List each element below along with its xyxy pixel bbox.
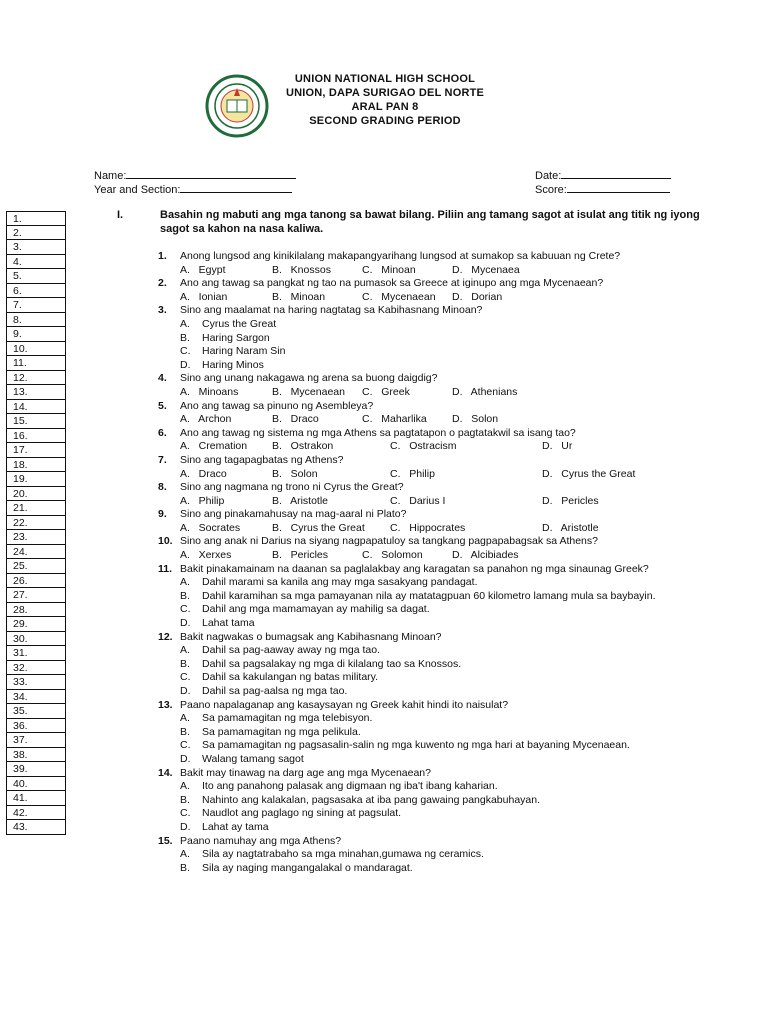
question-text bbox=[158, 304, 718, 318]
answer-choice bbox=[158, 590, 718, 604]
answer-choice: C. Minoan bbox=[362, 263, 416, 276]
score-field[interactable] bbox=[535, 183, 670, 196]
answer-sheet bbox=[6, 211, 66, 835]
choice-text: Dahil ang mga mamamayan ay mahilig sa dagat. bbox=[202, 603, 430, 616]
date-field[interactable] bbox=[535, 169, 671, 182]
answer-choice: D. Ur bbox=[542, 440, 573, 453]
question-stem: Anong lungsod ang kinikilalang makapangyarihang lungsod at sumakop sa kabuuan ng Crete? bbox=[180, 250, 621, 262]
answer-box[interactable]: 20. bbox=[6, 487, 66, 502]
question-stem: Sino ang anak ni Darius na siyang nagpapatuloy sa tangkang pagpapabagsak sa Athens? bbox=[180, 535, 598, 548]
choice-text: Lahat tama bbox=[202, 617, 255, 630]
answer-box[interactable]: 14. bbox=[6, 400, 66, 415]
answer-box[interactable]: 1. bbox=[6, 211, 66, 226]
section-number: I. bbox=[117, 209, 124, 221]
question-text bbox=[158, 454, 718, 468]
question-item bbox=[158, 481, 718, 508]
answer-box[interactable]: 18. bbox=[6, 458, 66, 473]
choice-text: Dahil sa pagsalakay ng mga di kilalang tao sa Knossos. bbox=[202, 657, 462, 670]
answer-box[interactable]: 3. bbox=[6, 240, 66, 255]
choice-text: Sila ay naging mangangalakal o mandaragat. bbox=[202, 861, 413, 874]
answer-box[interactable]: 37. bbox=[6, 733, 66, 748]
date-label: Date: bbox=[535, 170, 562, 182]
answer-choice: D. Cyrus the Great bbox=[542, 467, 636, 480]
question-number: 9. bbox=[158, 508, 167, 521]
answer-choice: C. Maharlika bbox=[362, 413, 427, 426]
question-text bbox=[158, 835, 718, 849]
answer-box[interactable]: 15. bbox=[6, 414, 66, 429]
answer-box[interactable]: 26. bbox=[6, 574, 66, 589]
score-label: Score: bbox=[535, 184, 567, 196]
answer-choice: C. Greek bbox=[362, 385, 410, 398]
question-item bbox=[158, 304, 718, 372]
answer-box[interactable]: 23. bbox=[6, 530, 66, 545]
answer-choice: D. Alcibiades bbox=[452, 549, 519, 562]
question-stem: Sino ang pinakamahusay na mag-aaral ni Plato? bbox=[180, 508, 407, 521]
question-item bbox=[158, 508, 718, 535]
answer-choice: D. Pericles bbox=[542, 494, 599, 507]
question-stem: Sino ang maalamat na haring nagtatag sa Kabihasnang Minoan? bbox=[180, 304, 483, 317]
answer-box[interactable]: 8. bbox=[6, 313, 66, 328]
choice-letter: C. bbox=[180, 671, 191, 684]
question-text bbox=[158, 563, 718, 577]
answer-box[interactable]: 30. bbox=[6, 632, 66, 647]
name-label: Name: bbox=[94, 170, 127, 182]
choice-letter: D. bbox=[180, 617, 191, 630]
answer-box[interactable]: 43. bbox=[6, 820, 66, 835]
answer-box[interactable]: 4. bbox=[6, 255, 66, 270]
choice-letter: A. bbox=[180, 848, 190, 861]
question-text bbox=[158, 481, 718, 495]
answer-choice bbox=[158, 617, 718, 631]
answer-choice: D. Solon bbox=[452, 413, 499, 426]
question-number: 10. bbox=[158, 535, 173, 548]
answer-box[interactable]: 38. bbox=[6, 748, 66, 763]
answer-choice bbox=[158, 821, 718, 835]
question-stem: Sino ang tagapagbatas ng Athens? bbox=[180, 453, 344, 466]
answer-box[interactable]: 21. bbox=[6, 501, 66, 516]
answer-choice bbox=[158, 359, 718, 373]
question-text bbox=[158, 400, 718, 414]
question-item bbox=[158, 427, 718, 454]
question-number: 15. bbox=[158, 834, 173, 847]
question-number: 5. bbox=[158, 399, 167, 412]
answer-box[interactable]: 36. bbox=[6, 719, 66, 734]
choice-text: Nahinto ang kalakalan, pagsasaka at iba pang gawaing pangkabuhayan. bbox=[202, 793, 541, 806]
grading-period: SECOND GRADING PERIOD bbox=[309, 115, 461, 127]
question-number: 1. bbox=[158, 250, 167, 262]
choice-text: Lahat ay tama bbox=[202, 820, 269, 833]
answer-box[interactable]: 19. bbox=[6, 472, 66, 487]
answer-choice: B. Pericles bbox=[272, 549, 329, 562]
answer-choice: A. Draco bbox=[180, 467, 227, 480]
answer-choice bbox=[158, 807, 718, 821]
answer-box[interactable]: 13. bbox=[6, 385, 66, 400]
question-stem: Bakit nagwakas o bumagsak ang Kabihasnang Minoan? bbox=[180, 630, 442, 643]
question-item bbox=[158, 372, 718, 399]
answer-choice: C. Darius I bbox=[390, 494, 446, 507]
answer-choice bbox=[158, 780, 718, 794]
question-item bbox=[158, 835, 718, 876]
choice-letter: A. bbox=[180, 576, 190, 589]
answer-box[interactable]: 16. bbox=[6, 429, 66, 444]
answer-choice bbox=[158, 848, 718, 862]
question-stem: Ano ang tawag sa pangkat ng tao na pumasok sa Greece at iginupo ang mga Mycenaean? bbox=[180, 277, 604, 290]
answer-box[interactable]: 11. bbox=[6, 356, 66, 371]
answer-choice bbox=[158, 644, 718, 658]
answer-choice bbox=[158, 576, 718, 590]
question-stem: Sino ang unang nakagawa ng arena sa buong daigdig? bbox=[180, 372, 438, 385]
answer-box[interactable]: 31. bbox=[6, 646, 66, 661]
answer-choice bbox=[158, 726, 718, 740]
question-item bbox=[158, 535, 718, 562]
choice-letter: A. bbox=[180, 317, 190, 330]
answer-choice: A. Minoans bbox=[180, 385, 239, 398]
school-name: UNION NATIONAL HIGH SCHOOL bbox=[294, 73, 476, 85]
answer-choice bbox=[158, 658, 718, 672]
question-number: 13. bbox=[158, 698, 173, 711]
question-text bbox=[158, 535, 718, 549]
name-field[interactable] bbox=[94, 169, 296, 182]
answer-choice bbox=[158, 753, 718, 767]
year-section-field[interactable] bbox=[94, 183, 292, 196]
choice-text: Ito ang panahong palasak ang digmaan ng iba't ibang kaharian. bbox=[202, 780, 498, 793]
answer-choice: A. Archon bbox=[180, 413, 232, 426]
question-text bbox=[158, 767, 718, 781]
answer-box[interactable]: 33. bbox=[6, 675, 66, 690]
answer-choice bbox=[158, 318, 718, 332]
choice-letter: B. bbox=[180, 793, 190, 806]
question-item bbox=[158, 277, 718, 304]
answer-choice: B. Knossos bbox=[272, 263, 331, 276]
answer-choice: A. Xerxes bbox=[180, 549, 232, 562]
question-text bbox=[158, 427, 718, 441]
answer-box[interactable]: 29. bbox=[6, 617, 66, 632]
question-number: 4. bbox=[158, 372, 167, 385]
answer-box[interactable]: 40. bbox=[6, 777, 66, 792]
choice-letter: A. bbox=[180, 712, 190, 725]
choice-text: Cyrus the Great bbox=[202, 317, 277, 330]
choice-letter: C. bbox=[180, 345, 191, 358]
choice-letter: D. bbox=[180, 685, 191, 697]
question-stem: Bakit may tinawag na darg age ang mga Mycenaean? bbox=[180, 766, 431, 779]
choice-letter: C. bbox=[180, 603, 191, 616]
question-stem: Paano namuhay ang mga Athens? bbox=[180, 834, 342, 847]
answer-box[interactable]: 34. bbox=[6, 690, 66, 705]
choice-text: Dahil sa pag-aalsa ng mga tao. bbox=[202, 685, 348, 697]
choice-text: Dahil karamihan sa mga pamayanan nila ay matatagpuan 60 kilometro lamang mula sa baybayin. bbox=[202, 589, 656, 602]
answer-choice: B. Solon bbox=[272, 467, 318, 480]
answer-choice bbox=[158, 345, 718, 359]
answer-box[interactable]: 42. bbox=[6, 806, 66, 821]
answer-box[interactable]: 10. bbox=[6, 342, 66, 357]
answer-box[interactable]: 27. bbox=[6, 588, 66, 603]
question-number: 6. bbox=[158, 426, 167, 439]
answer-box[interactable]: 17. bbox=[6, 443, 66, 458]
choice-text: Naudlot ang paglago ng sining at pagsulat. bbox=[202, 807, 402, 820]
answer-choice: D. Athenians bbox=[452, 385, 518, 398]
choice-text: Sa pamamagitan ng mga pelikula. bbox=[202, 725, 361, 738]
question-stem: Ano ang tawag sa pinuno ng Asembleya? bbox=[180, 399, 374, 412]
question-text bbox=[158, 372, 718, 386]
answer-box[interactable]: 12. bbox=[6, 371, 66, 386]
answer-box[interactable]: 35. bbox=[6, 704, 66, 719]
year-section-label: Year and Section: bbox=[94, 184, 181, 196]
choice-text: Sa pamamagitan ng pagsasalin-salin ng mga kuwento ng mga hari at bayaning Mycenaean. bbox=[202, 739, 630, 752]
answer-choice bbox=[158, 603, 718, 617]
answer-choice: B. Cyrus the Great bbox=[272, 521, 365, 534]
answer-choice: B. Aristotle bbox=[272, 494, 329, 507]
question-item bbox=[158, 699, 718, 767]
answer-choice: A. Socrates bbox=[180, 521, 241, 534]
answer-choice: C. Philip bbox=[390, 467, 435, 480]
answer-choice: A. Ionian bbox=[180, 290, 228, 303]
choice-letter: B. bbox=[180, 657, 190, 670]
question-stem: Paano napalaganap ang kasaysayan ng Greek kahit hindi ito naisulat? bbox=[180, 698, 509, 711]
answer-choice bbox=[158, 794, 718, 808]
answer-choice: B. Mycenaean bbox=[272, 385, 345, 398]
answer-box[interactable]: 2. bbox=[6, 226, 66, 241]
answer-choice: B. Draco bbox=[272, 413, 319, 426]
answer-choice: D. Mycenaea bbox=[452, 263, 520, 276]
answer-box[interactable]: 32. bbox=[6, 661, 66, 676]
answer-box[interactable]: 25. bbox=[6, 559, 66, 574]
choice-text: Haring Sargon bbox=[202, 331, 270, 344]
question-text bbox=[158, 631, 718, 645]
answer-choice: D. Dorian bbox=[452, 290, 503, 303]
choice-text: Dahil sa pag-aaway away ng mga tao. bbox=[202, 644, 381, 657]
answer-box[interactable]: 7. bbox=[6, 298, 66, 313]
answer-choice: A. Cremation bbox=[180, 440, 248, 453]
answer-choice bbox=[158, 332, 718, 346]
choice-letter: A. bbox=[180, 644, 190, 657]
answer-box[interactable]: 9. bbox=[6, 327, 66, 342]
answer-box[interactable]: 39. bbox=[6, 762, 66, 777]
choice-text: Dahil sa kakulangan ng batas military. bbox=[202, 671, 379, 684]
choice-letter: B. bbox=[180, 861, 190, 874]
instructions: Basahin ng mabuti ang mga tanong sa bawat bilang. Piliin ang tamang sagot at isulat ang titik ng iyong sagot sa kahon na nasa kaliwa. bbox=[160, 209, 700, 235]
question-text bbox=[158, 277, 718, 291]
choice-letter: C. bbox=[180, 739, 191, 752]
choice-text: Sa pamamagitan ng mga telebisyon. bbox=[202, 712, 373, 725]
answer-choice: C. Hippocrates bbox=[390, 521, 466, 534]
question-text bbox=[158, 699, 718, 713]
question-item bbox=[158, 563, 718, 631]
choice-text: Dahil marami sa kanila ang may mga sasakyang pandagat. bbox=[202, 576, 478, 589]
answer-choice: A. Philip bbox=[180, 494, 225, 507]
answer-box[interactable]: 28. bbox=[6, 603, 66, 618]
question-item bbox=[158, 250, 718, 277]
school-address: UNION, DAPA SURIGAO DEL NORTE bbox=[285, 87, 485, 99]
answer-choice: C. Ostracism bbox=[390, 440, 457, 453]
question-stem: Ano ang tawag ng sistema ng mga Athens sa pagtatapon o pagtatakwil sa isang tao? bbox=[180, 426, 576, 439]
answer-box[interactable]: 6. bbox=[6, 284, 66, 299]
question-number: 2. bbox=[158, 277, 167, 290]
answer-choice: C. Mycenaean bbox=[362, 290, 436, 303]
choice-text: Walang tamang sagot bbox=[202, 752, 304, 765]
answer-box[interactable]: 41. bbox=[6, 791, 66, 806]
choice-letter: B. bbox=[180, 725, 190, 738]
answer-choice: B. Minoan bbox=[272, 290, 326, 303]
question-text bbox=[158, 508, 718, 522]
answer-choice bbox=[158, 862, 718, 876]
question-number: 3. bbox=[158, 304, 167, 317]
answer-box[interactable]: 5. bbox=[6, 269, 66, 284]
question-item bbox=[158, 400, 718, 427]
choice-letter: D. bbox=[180, 752, 191, 765]
choice-letter: D. bbox=[180, 358, 191, 371]
question-list bbox=[158, 250, 718, 875]
answer-box[interactable]: 22. bbox=[6, 516, 66, 531]
question-number: 11. bbox=[158, 562, 173, 575]
subject-title: ARAL PAN 8 bbox=[351, 101, 419, 113]
answer-choice bbox=[158, 712, 718, 726]
question-number: 12. bbox=[158, 630, 173, 643]
answer-choice: C. Solomon bbox=[362, 549, 423, 562]
choice-text: Haring Minos bbox=[202, 358, 264, 371]
answer-choice bbox=[158, 685, 718, 699]
choice-text: Sila ay nagtatrabaho sa mga minahan,gumawa ng ceramics. bbox=[202, 848, 484, 861]
question-number: 7. bbox=[158, 453, 167, 466]
answer-box[interactable]: 24. bbox=[6, 545, 66, 560]
choice-letter: D. bbox=[180, 820, 191, 833]
choice-letter: B. bbox=[180, 331, 190, 344]
question-item bbox=[158, 631, 718, 699]
question-number: 14. bbox=[158, 766, 173, 779]
answer-choice: D. Aristotle bbox=[542, 521, 599, 534]
answer-choice: B. Ostrakon bbox=[272, 440, 334, 453]
answer-choice bbox=[158, 671, 718, 685]
choice-letter: A. bbox=[180, 780, 190, 793]
question-text bbox=[158, 250, 718, 264]
choice-letter: B. bbox=[180, 589, 190, 602]
question-item bbox=[158, 767, 718, 835]
question-number: 8. bbox=[158, 481, 167, 494]
answer-choice bbox=[158, 739, 718, 753]
answer-choice: A. Egypt bbox=[180, 263, 226, 276]
choice-letter: C. bbox=[180, 807, 191, 820]
choice-text: Haring Naram Sin bbox=[202, 345, 286, 358]
question-item bbox=[158, 454, 718, 481]
question-stem: Bakit pinakamainam na daanan sa paglalakbay ang karagatan sa panahon ng mga sinaunag Greek? bbox=[180, 562, 649, 575]
question-stem: Sino ang nagmana ng trono ni Cyrus the Great? bbox=[180, 481, 404, 494]
